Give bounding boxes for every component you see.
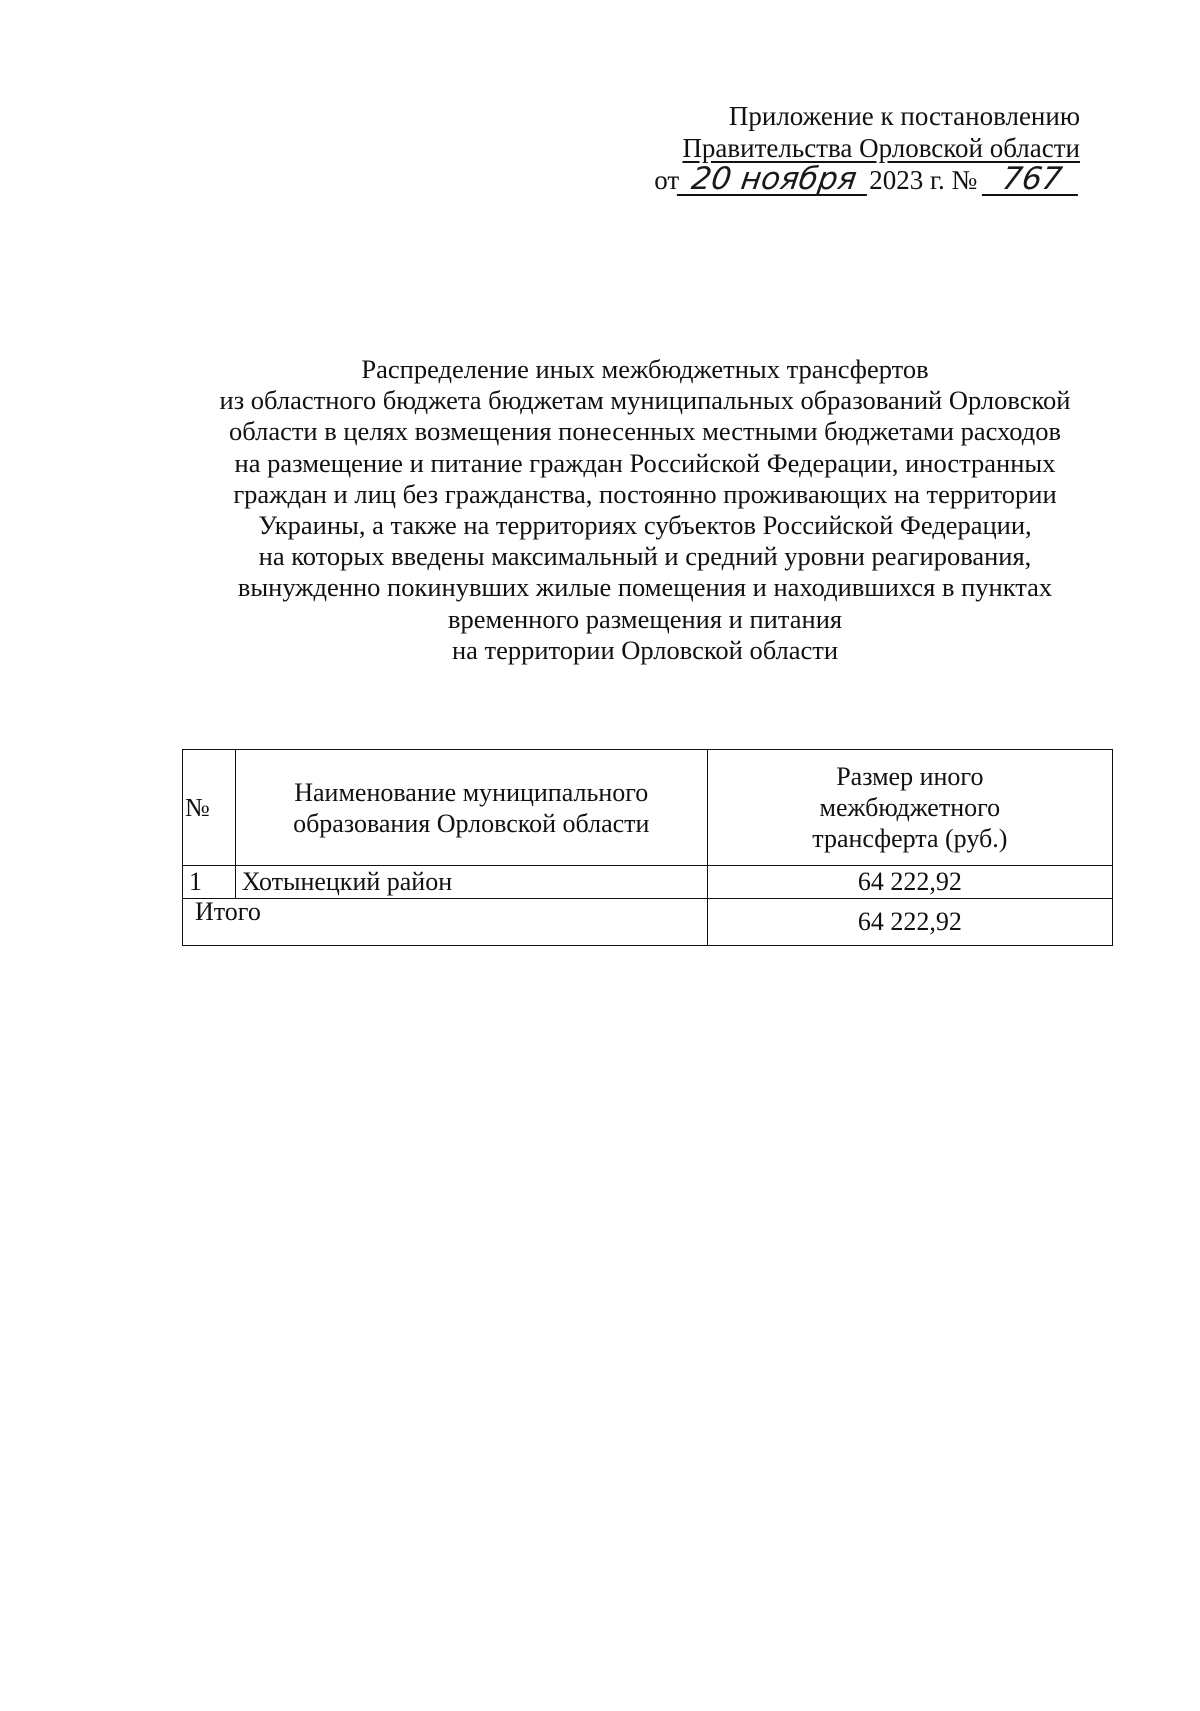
header-amount-line-3: трансферта (руб.): [812, 824, 1008, 853]
title-line: на размещение и питание граждан Российской Федерации, иностранных: [234, 447, 1056, 478]
header-number: №: [183, 750, 236, 866]
row-amount: 64 222,92: [707, 866, 1112, 899]
distribution-table: [182, 749, 1113, 946]
title-line: Распределение иных межбюджетных трансфертов: [361, 354, 929, 384]
title-line: вынужденно покинувших жилые помещения и находившихся в пунктах: [237, 572, 1053, 603]
document-title: [160, 354, 1130, 666]
row-number: 1: [183, 866, 236, 899]
table-total-row: [183, 899, 1113, 946]
header-municipality-line-1: Наименование муниципального: [294, 777, 649, 807]
date-prefix: от: [654, 165, 680, 195]
title-line: на территории Орловской области: [451, 634, 839, 665]
header-amount: [707, 750, 1112, 866]
header-amount-line-2: межбюджетного: [819, 793, 1001, 822]
header-amount-line-1: Размер иного: [836, 762, 984, 791]
appendix-line-1: Приложение к постановлению: [728, 101, 1080, 131]
appendix-date-line: [560, 161, 1080, 197]
title-line: из областного бюджета бюджетам муниципальных образований Орловской: [219, 385, 1071, 416]
title-line: временного размещения и питания: [447, 603, 843, 634]
date-year: 2023 г. №: [869, 165, 978, 195]
handwritten-date: 20 ноября: [677, 164, 871, 196]
appendix-line-2: Правительства Орловской области: [682, 133, 1080, 163]
table-header-row: [183, 750, 1113, 866]
table-row: [183, 866, 1113, 899]
title-line: Украины, а также на территориях субъектов Российской Федерации,: [258, 510, 1032, 541]
row-municipality: Хотынецкий район: [235, 866, 707, 899]
handwritten-number: 767: [982, 164, 1082, 196]
total-amount: 64 222,92: [707, 899, 1112, 946]
title-line: граждан и лиц без гражданства, постоянно проживающих на территории: [233, 478, 1057, 509]
header-municipality-line-2: образования Орловской области: [293, 808, 650, 838]
title-line: области в целях возмещения понесенных местными бюджетами расходов: [229, 416, 1061, 447]
appendix-header: [560, 100, 1080, 196]
header-municipality: [235, 750, 707, 866]
total-label: Итого: [183, 899, 708, 946]
title-line: на которых введены максимальный и средний уровни реагирования,: [258, 541, 1032, 572]
